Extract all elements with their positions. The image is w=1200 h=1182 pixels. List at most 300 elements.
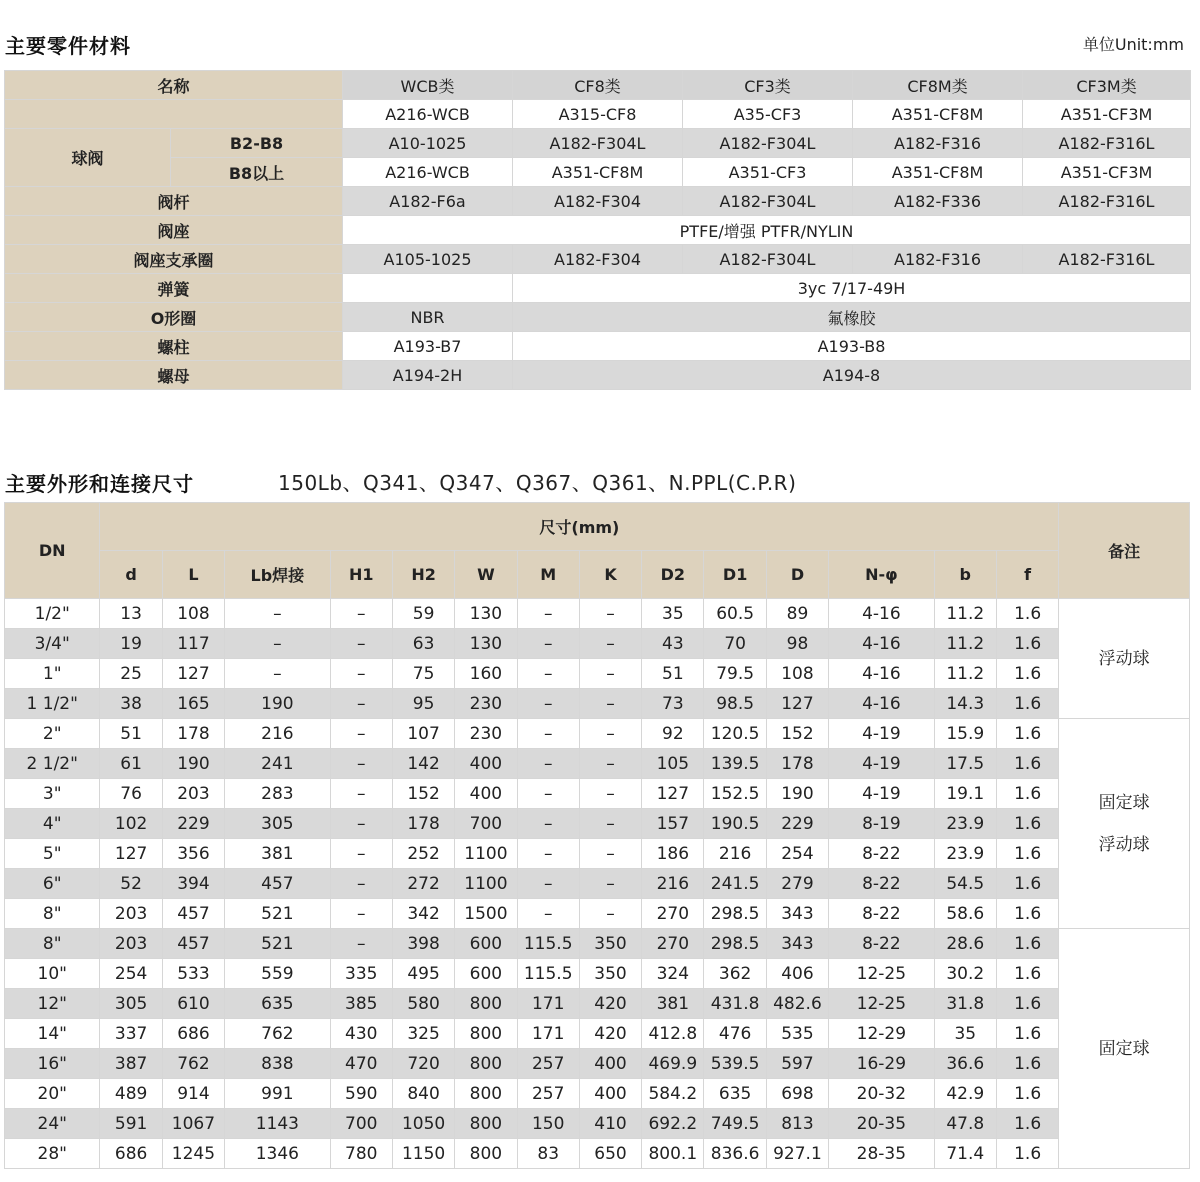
nut-label: 螺母 bbox=[5, 361, 343, 390]
material-class-header: CF8类 bbox=[513, 71, 683, 100]
remark-cell bbox=[1059, 599, 1190, 719]
table-row bbox=[5, 779, 1190, 809]
value-cell: 47.8 bbox=[934, 1109, 996, 1139]
value-cell: 800.1 bbox=[642, 1139, 704, 1169]
value-cell: – bbox=[517, 779, 579, 809]
value-cell: 8-19 bbox=[829, 809, 935, 839]
value-cell: 230 bbox=[455, 719, 517, 749]
table-row bbox=[5, 1019, 1190, 1049]
value-cell: 635 bbox=[704, 1079, 766, 1109]
value-cell: 1.6 bbox=[996, 719, 1058, 749]
dn-cell: 1 1/2" bbox=[5, 689, 100, 719]
value-cell: 780 bbox=[330, 1139, 392, 1169]
table-row bbox=[5, 187, 1191, 216]
value-cell: 203 bbox=[100, 929, 162, 959]
value-cell: 130 bbox=[455, 629, 517, 659]
material-cell: A182-F304L bbox=[683, 187, 853, 216]
value-cell: 270 bbox=[642, 929, 704, 959]
value-cell: 190.5 bbox=[704, 809, 766, 839]
value-cell: 539.5 bbox=[704, 1049, 766, 1079]
value-cell: 350 bbox=[579, 959, 641, 989]
dn-cell: 6" bbox=[5, 869, 100, 899]
material-cell: A35-CF3 bbox=[683, 100, 853, 129]
value-cell: 698 bbox=[766, 1079, 828, 1109]
value-cell: 165 bbox=[162, 689, 224, 719]
value-cell: 686 bbox=[100, 1139, 162, 1169]
material-class-header: CF3类 bbox=[683, 71, 853, 100]
value-cell: 535 bbox=[766, 1019, 828, 1049]
value-cell: 152 bbox=[392, 779, 454, 809]
value-cell: 800 bbox=[455, 1109, 517, 1139]
value-cell: 190 bbox=[766, 779, 828, 809]
table-row bbox=[5, 1139, 1190, 1169]
value-cell: 257 bbox=[517, 1049, 579, 1079]
value-cell: 52 bbox=[100, 869, 162, 899]
value-cell: 79.5 bbox=[704, 659, 766, 689]
value-cell: 58.6 bbox=[934, 899, 996, 929]
dn-cell: 8" bbox=[5, 899, 100, 929]
value-cell: 51 bbox=[642, 659, 704, 689]
value-cell: 216 bbox=[642, 869, 704, 899]
dn-cell: 1/2" bbox=[5, 599, 100, 629]
dn-cell: 24" bbox=[5, 1109, 100, 1139]
value-cell: 430 bbox=[330, 1019, 392, 1049]
material-cell: A182-F304L bbox=[513, 129, 683, 158]
value-cell: 692.2 bbox=[642, 1109, 704, 1139]
value-cell: 254 bbox=[100, 959, 162, 989]
value-cell: 59 bbox=[392, 599, 454, 629]
material-cell: A216-WCB bbox=[343, 158, 513, 187]
value-cell: 420 bbox=[579, 989, 641, 1019]
value-cell: 216 bbox=[225, 719, 331, 749]
table-row bbox=[5, 1079, 1190, 1109]
label-cell bbox=[5, 100, 343, 129]
spring-label: 弹簧 bbox=[5, 274, 343, 303]
value-cell: 1100 bbox=[455, 839, 517, 869]
material-cell: A105-1025 bbox=[343, 245, 513, 274]
material-cell: A351-CF3M bbox=[1023, 100, 1191, 129]
value-cell: – bbox=[330, 809, 392, 839]
value-cell: 23.9 bbox=[934, 809, 996, 839]
value-cell: – bbox=[225, 629, 331, 659]
value-cell: 120.5 bbox=[704, 719, 766, 749]
value-cell: 63 bbox=[392, 629, 454, 659]
dn-cell: 2 1/2" bbox=[5, 749, 100, 779]
dn-cell: 4" bbox=[5, 809, 100, 839]
column-header: L bbox=[162, 551, 224, 599]
value-cell: – bbox=[330, 689, 392, 719]
dn-header: DN bbox=[5, 503, 100, 599]
value-cell: 1500 bbox=[455, 899, 517, 929]
remark-text: 固定球 bbox=[1098, 1038, 1150, 1059]
material-cell: A351-CF8M bbox=[513, 158, 683, 187]
value-cell: 700 bbox=[330, 1109, 392, 1139]
value-cell: 406 bbox=[766, 959, 828, 989]
value-cell: 38 bbox=[100, 689, 162, 719]
value-cell: 105 bbox=[642, 749, 704, 779]
value-cell: – bbox=[330, 599, 392, 629]
value-cell: 60.5 bbox=[704, 599, 766, 629]
value-cell: – bbox=[330, 869, 392, 899]
value-cell: – bbox=[517, 599, 579, 629]
value-cell: 76 bbox=[100, 779, 162, 809]
value-cell: 186 bbox=[642, 839, 704, 869]
remark-text: 浮动球 bbox=[1098, 834, 1150, 855]
value-cell: – bbox=[579, 749, 641, 779]
value-cell: – bbox=[517, 839, 579, 869]
value-cell: 8-22 bbox=[829, 929, 935, 959]
size-header: 尺寸(mm) bbox=[100, 503, 1059, 551]
value-cell: – bbox=[330, 929, 392, 959]
material-cell: A182-F6a bbox=[343, 187, 513, 216]
value-cell: 400 bbox=[579, 1049, 641, 1079]
value-cell: 279 bbox=[766, 869, 828, 899]
dn-cell: 14" bbox=[5, 1019, 100, 1049]
material-cell: A182-F304 bbox=[513, 187, 683, 216]
value-cell: 1.6 bbox=[996, 1049, 1058, 1079]
value-cell: – bbox=[579, 899, 641, 929]
table-row bbox=[5, 245, 1191, 274]
remark-cell bbox=[1059, 719, 1190, 929]
value-cell: 4-16 bbox=[829, 659, 935, 689]
value-cell: 1.6 bbox=[996, 839, 1058, 869]
value-cell: 150 bbox=[517, 1109, 579, 1139]
value-cell: – bbox=[517, 689, 579, 719]
value-cell: 28.6 bbox=[934, 929, 996, 959]
value-cell: 1.6 bbox=[996, 899, 1058, 929]
value-cell: 75 bbox=[392, 659, 454, 689]
value-cell: 102 bbox=[100, 809, 162, 839]
value-cell: 229 bbox=[766, 809, 828, 839]
value-cell: 30.2 bbox=[934, 959, 996, 989]
material-cell: A182-F316L bbox=[1023, 129, 1191, 158]
value-cell: – bbox=[517, 719, 579, 749]
value-cell: 127 bbox=[642, 779, 704, 809]
stem-label: 阀杆 bbox=[5, 187, 343, 216]
value-cell: 25 bbox=[100, 659, 162, 689]
table-row bbox=[5, 274, 1191, 303]
material-cell: A351-CF3 bbox=[683, 158, 853, 187]
material-class-header: WCB类 bbox=[343, 71, 513, 100]
value-cell: 12-25 bbox=[829, 989, 935, 1019]
table-row bbox=[5, 719, 1190, 749]
value-cell: 838 bbox=[225, 1049, 331, 1079]
material-cell: A182-F304 bbox=[513, 245, 683, 274]
value-cell: 12-29 bbox=[829, 1019, 935, 1049]
dn-cell: 8" bbox=[5, 929, 100, 959]
value-cell: 305 bbox=[225, 809, 331, 839]
value-cell: 272 bbox=[392, 869, 454, 899]
value-cell: 635 bbox=[225, 989, 331, 1019]
column-header: H2 bbox=[392, 551, 454, 599]
dimensions-title: 主要外形和连接尺寸 bbox=[5, 472, 194, 496]
table-row bbox=[5, 839, 1190, 869]
material-cell: A182-F304L bbox=[683, 245, 853, 274]
material-cell: A10-1025 bbox=[343, 129, 513, 158]
dn-cell: 1" bbox=[5, 659, 100, 689]
material-cell: A182-F336 bbox=[853, 187, 1023, 216]
value-cell: 580 bbox=[392, 989, 454, 1019]
value-cell: 98 bbox=[766, 629, 828, 659]
value-cell: 108 bbox=[162, 599, 224, 629]
value-cell: 1.6 bbox=[996, 629, 1058, 659]
value-cell: 600 bbox=[455, 929, 517, 959]
table-row bbox=[5, 158, 1191, 187]
value-cell: 1.6 bbox=[996, 749, 1058, 779]
value-cell: 171 bbox=[517, 1019, 579, 1049]
value-cell: 590 bbox=[330, 1079, 392, 1109]
value-cell: 17.5 bbox=[934, 749, 996, 779]
value-cell: 8-22 bbox=[829, 839, 935, 869]
value-cell: 1.6 bbox=[996, 1139, 1058, 1169]
table-row bbox=[5, 503, 1190, 551]
value-cell: – bbox=[517, 659, 579, 689]
table-row bbox=[5, 361, 1191, 390]
value-cell: 20-32 bbox=[829, 1079, 935, 1109]
value-cell: 15.9 bbox=[934, 719, 996, 749]
value-cell: 270 bbox=[642, 899, 704, 929]
column-header: f bbox=[996, 551, 1058, 599]
value-cell: 521 bbox=[225, 899, 331, 929]
value-cell: 800 bbox=[455, 1139, 517, 1169]
value-cell: 14.3 bbox=[934, 689, 996, 719]
table-row bbox=[5, 332, 1191, 361]
value-cell: 298.5 bbox=[704, 899, 766, 929]
dn-cell: 2" bbox=[5, 719, 100, 749]
value-cell: – bbox=[330, 899, 392, 929]
dn-cell: 16" bbox=[5, 1049, 100, 1079]
value-cell: 11.2 bbox=[934, 629, 996, 659]
value-cell: – bbox=[579, 599, 641, 629]
value-cell: 92 bbox=[642, 719, 704, 749]
value-cell: 1.6 bbox=[996, 1079, 1058, 1109]
material-cell: PTFE/增强 PTFR/NYLIN bbox=[343, 216, 1191, 245]
material-cell: A216-WCB bbox=[343, 100, 513, 129]
value-cell: 115.5 bbox=[517, 959, 579, 989]
value-cell: 813 bbox=[766, 1109, 828, 1139]
value-cell: – bbox=[517, 629, 579, 659]
value-cell: 8-22 bbox=[829, 899, 935, 929]
value-cell: 1.6 bbox=[996, 869, 1058, 899]
value-cell: 650 bbox=[579, 1139, 641, 1169]
value-cell: 152.5 bbox=[704, 779, 766, 809]
value-cell: 1.6 bbox=[996, 929, 1058, 959]
dn-cell: 3" bbox=[5, 779, 100, 809]
value-cell: 190 bbox=[162, 749, 224, 779]
table-row bbox=[5, 71, 1191, 100]
value-cell: 400 bbox=[455, 779, 517, 809]
value-cell: 36.6 bbox=[934, 1049, 996, 1079]
value-cell: 95 bbox=[392, 689, 454, 719]
dimensions-table bbox=[4, 502, 1190, 1169]
value-cell: 394 bbox=[162, 869, 224, 899]
value-cell: 4-16 bbox=[829, 629, 935, 659]
value-cell: – bbox=[330, 719, 392, 749]
value-cell: 152 bbox=[766, 719, 828, 749]
value-cell: – bbox=[330, 839, 392, 869]
value-cell: 203 bbox=[100, 899, 162, 929]
value-cell: 241.5 bbox=[704, 869, 766, 899]
material-cell: A182-F316 bbox=[853, 129, 1023, 158]
value-cell: 89 bbox=[766, 599, 828, 629]
value-cell: 42.9 bbox=[934, 1079, 996, 1109]
value-cell: – bbox=[330, 629, 392, 659]
value-cell: 19 bbox=[100, 629, 162, 659]
ball-sub-label: B8以上 bbox=[171, 158, 343, 187]
value-cell: 610 bbox=[162, 989, 224, 1019]
table-row bbox=[5, 809, 1190, 839]
value-cell: 216 bbox=[704, 839, 766, 869]
value-cell: 420 bbox=[579, 1019, 641, 1049]
value-cell: 178 bbox=[392, 809, 454, 839]
table-row bbox=[5, 216, 1191, 245]
material-cell: A315-CF8 bbox=[513, 100, 683, 129]
value-cell: 749.5 bbox=[704, 1109, 766, 1139]
value-cell: 400 bbox=[455, 749, 517, 779]
value-cell: – bbox=[517, 749, 579, 779]
stud-label: 螺柱 bbox=[5, 332, 343, 361]
table-row bbox=[5, 659, 1190, 689]
value-cell: 400 bbox=[579, 1079, 641, 1109]
value-cell: 12-25 bbox=[829, 959, 935, 989]
value-cell: 117 bbox=[162, 629, 224, 659]
table-row bbox=[5, 869, 1190, 899]
materials-table bbox=[4, 70, 1191, 390]
value-cell: 19.1 bbox=[934, 779, 996, 809]
value-cell: 991 bbox=[225, 1079, 331, 1109]
value-cell: 283 bbox=[225, 779, 331, 809]
value-cell: 13 bbox=[100, 599, 162, 629]
value-cell: 584.2 bbox=[642, 1079, 704, 1109]
value-cell: 241 bbox=[225, 749, 331, 779]
value-cell: 1.6 bbox=[996, 1019, 1058, 1049]
value-cell: 127 bbox=[100, 839, 162, 869]
value-cell: 700 bbox=[455, 809, 517, 839]
material-cell: A193-B8 bbox=[513, 332, 1191, 361]
value-cell: 1150 bbox=[392, 1139, 454, 1169]
value-cell: 1100 bbox=[455, 869, 517, 899]
value-cell: 61 bbox=[100, 749, 162, 779]
value-cell: 431.8 bbox=[704, 989, 766, 1019]
value-cell: 836.6 bbox=[704, 1139, 766, 1169]
table-row bbox=[5, 989, 1190, 1019]
value-cell: 470 bbox=[330, 1049, 392, 1079]
table-row bbox=[5, 629, 1190, 659]
column-header: N-φ bbox=[829, 551, 935, 599]
value-cell: 1346 bbox=[225, 1139, 331, 1169]
column-header: W bbox=[455, 551, 517, 599]
material-class-header: CF3M类 bbox=[1023, 71, 1191, 100]
value-cell: 762 bbox=[225, 1019, 331, 1049]
value-cell: 800 bbox=[455, 1019, 517, 1049]
value-cell: 457 bbox=[162, 929, 224, 959]
value-cell: – bbox=[517, 869, 579, 899]
value-cell: – bbox=[579, 839, 641, 869]
value-cell: 1050 bbox=[392, 1109, 454, 1139]
value-cell: 35 bbox=[934, 1019, 996, 1049]
value-cell: – bbox=[579, 689, 641, 719]
unit-label: 单位Unit:mm bbox=[1082, 35, 1184, 54]
value-cell: – bbox=[579, 719, 641, 749]
value-cell: 16-29 bbox=[829, 1049, 935, 1079]
value-cell: 335 bbox=[330, 959, 392, 989]
material-class-header: CF8M类 bbox=[853, 71, 1023, 100]
dn-cell: 5" bbox=[5, 839, 100, 869]
value-cell: 115.5 bbox=[517, 929, 579, 959]
ball-sub-label: B2-B8 bbox=[171, 129, 343, 158]
value-cell: 23.9 bbox=[934, 839, 996, 869]
column-header: D2 bbox=[642, 551, 704, 599]
value-cell: 305 bbox=[100, 989, 162, 1019]
value-cell: 410 bbox=[579, 1109, 641, 1139]
value-cell: 337 bbox=[100, 1019, 162, 1049]
value-cell: – bbox=[579, 779, 641, 809]
value-cell: 4-16 bbox=[829, 599, 935, 629]
value-cell: 720 bbox=[392, 1049, 454, 1079]
value-cell: 1245 bbox=[162, 1139, 224, 1169]
value-cell: 108 bbox=[766, 659, 828, 689]
value-cell: 495 bbox=[392, 959, 454, 989]
note-header: 备注 bbox=[1059, 503, 1190, 599]
value-cell: 20-35 bbox=[829, 1109, 935, 1139]
value-cell: 11.2 bbox=[934, 659, 996, 689]
value-cell: 1.6 bbox=[996, 989, 1058, 1019]
value-cell: 70 bbox=[704, 629, 766, 659]
value-cell: 324 bbox=[642, 959, 704, 989]
value-cell: 98.5 bbox=[704, 689, 766, 719]
value-cell: 457 bbox=[162, 899, 224, 929]
value-cell: 178 bbox=[162, 719, 224, 749]
value-cell: 1.6 bbox=[996, 1109, 1058, 1139]
value-cell: 160 bbox=[455, 659, 517, 689]
value-cell: 107 bbox=[392, 719, 454, 749]
value-cell: – bbox=[225, 599, 331, 629]
table-row bbox=[5, 1109, 1190, 1139]
table-row bbox=[5, 129, 1191, 158]
value-cell: 476 bbox=[704, 1019, 766, 1049]
value-cell: 11.2 bbox=[934, 599, 996, 629]
value-cell: 489 bbox=[100, 1079, 162, 1109]
value-cell: 203 bbox=[162, 779, 224, 809]
value-cell: 1.6 bbox=[996, 959, 1058, 989]
value-cell: 800 bbox=[455, 1079, 517, 1109]
value-cell: 83 bbox=[517, 1139, 579, 1169]
value-cell: 142 bbox=[392, 749, 454, 779]
value-cell: – bbox=[330, 779, 392, 809]
material-cell: 氟橡胶 bbox=[513, 303, 1191, 332]
value-cell: 398 bbox=[392, 929, 454, 959]
column-header: b bbox=[934, 551, 996, 599]
materials-title: 主要零件材料 bbox=[5, 34, 131, 58]
value-cell: 343 bbox=[766, 899, 828, 929]
value-cell: 762 bbox=[162, 1049, 224, 1079]
column-header: H1 bbox=[330, 551, 392, 599]
value-cell: 229 bbox=[162, 809, 224, 839]
value-cell: 298.5 bbox=[704, 929, 766, 959]
material-cell: A182-F316 bbox=[853, 245, 1023, 274]
value-cell: 591 bbox=[100, 1109, 162, 1139]
material-cell: 3yc 7/17-49H bbox=[513, 274, 1191, 303]
value-cell: 350 bbox=[579, 929, 641, 959]
table-row bbox=[5, 551, 1190, 599]
value-cell: 457 bbox=[225, 869, 331, 899]
material-cell: A182-F316L bbox=[1023, 245, 1191, 274]
value-cell: 686 bbox=[162, 1019, 224, 1049]
value-cell: – bbox=[517, 809, 579, 839]
value-cell: 35 bbox=[642, 599, 704, 629]
value-cell: 356 bbox=[162, 839, 224, 869]
dn-cell: 3/4" bbox=[5, 629, 100, 659]
